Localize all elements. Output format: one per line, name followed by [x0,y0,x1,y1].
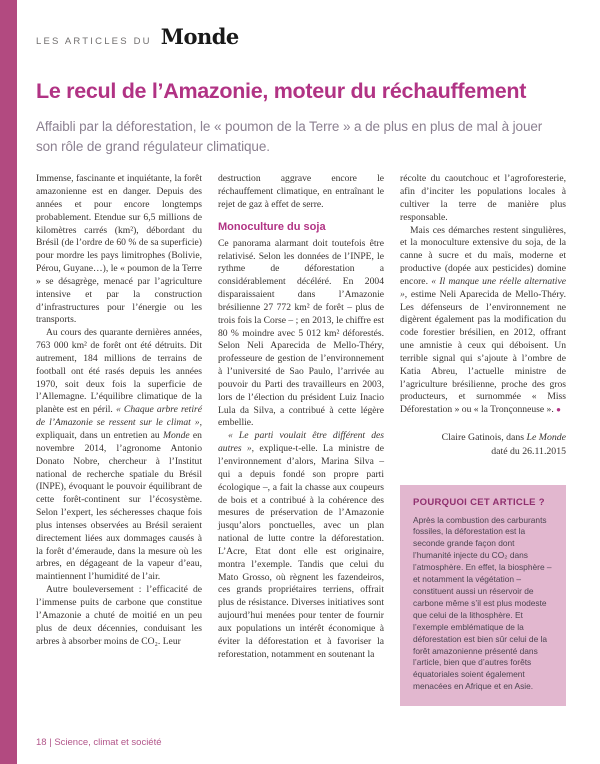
section-subhead: Monoculture du soja [218,220,326,233]
article-title: Le recul de l’Amazonie, moteur du réchauffement [36,79,527,103]
le-monde-logo: Monde [160,24,239,49]
section-label: Science, climat et société [54,737,162,748]
left-accent-bar [0,0,17,764]
article-paragraph: Autre bouleversement : l’efficacité de l’immense puits de carbone que constitue l’Amazonie a chuté de moitié en un peu plus de deux décennies, conduisant les arbres à absorber moins de CO₂. Leur [36,584,202,647]
end-of-article-dot: ● [556,405,561,415]
info-box [400,485,566,707]
article-paragraph: récolte du caoutchouc et l’agroforesterie, afin d’inciter les populations locales à cultiver la terre de manière plus responsable. [400,173,566,223]
masthead-kicker: LES ARTICLES DU [36,36,152,47]
byline [400,431,566,458]
column-2 [218,173,384,706]
column-2-text [218,173,384,661]
article-paragraph: destruction aggrave encore le réchauffement climatique, en entraînant le rejet de gaz à effet de serre. [218,173,384,210]
info-box-body: Après la combustion des carburants fossiles, la déforestation est la seconde grande façon dont l’humanité injecte du CO₂ dans l’atmosphère. En effet, la biosphère – et notamment la végétation – constituent aussi un réservoir de carbone même s’il est plus modeste que celui de la lithosphère. Et l’exemple emblématique de la déforestation est bien sûr celui de la forêt amazonienne présenté dans l’article, bien que d’autres forêts équatoriales soient également menacées en Afrique et en Asie. [413,514,552,692]
footer-separator: | [49,737,52,748]
page-number: 18 [36,737,47,748]
article-paragraph: « Le parti voulait être différent des autres », explique-t-elle. La ministre de l’environnement d’alors, Marina Silva – qui a depuis fondé son propre parti écologique –, a fait la chasse aux coupeurs de bois et a contribué à la cohérence des mesures de préservation de l’Amazonie jusqu’alors ponctuelles, avec un plan national de lutte contre la déforestation. L’Acre, Etat dont elle est originaire, montra l’exemple. Tandis que celui du Mato Grosso, où règnent les fazendeiros, ces grands propriétaires terriens, offrait plus de résistance. Diverses initiatives sont aujourd’hui menées pour tenter de fournir aux populations un intérêt économique à éviter la déforestation et à favoriser la reforestation, notamment en soutenant la [218,430,384,660]
column-1-text [36,173,202,648]
page-footer [36,737,162,748]
article-paragraph: Ce panorama alarmant doit toutefois être relativisé. Selon les données de l’INPE, le rythme de déforestation a considérablement décéléré. En 2004 disparaissaient dans l’Amazonie brésilienne 27 772 km² de forêt – plus de trois fois la Corse – ; en 2013, le chiffre est 80 % moindre avec 5 012 km² déforestés. Selon Neli Aparecida de Mello-Théry, professeure de gestion de l’environnement à l’université de Sao Paulo, l’arrivée au pouvoir du Parti des travailleurs en 2003, lors de l’élection du président Luiz Inacio Lula da Silva, a contribué à cette légère embellie. [218,237,384,429]
article-columns [36,173,566,706]
article-paragraph: Immense, fascinante et inquiétante, la forêt amazonienne est en danger. Depuis des années et pour encore longtemps probablement. Etendue sur 6,5 millions de kilomètres carrés (km²), débordant du Brésil (de l’ordre de 60 % de sa superficie) pour mordre les pays limitrophes (Bolivie, Pérou, Guyane…), le « poumon de la Terre » se désagrège, menacé par l’agriculture intensive et par la construction d’infrastructures pour l’énergie ou les transports. [36,173,202,326]
column-1 [36,173,202,706]
column-3 [400,173,566,706]
masthead [36,24,566,49]
byline-author: Claire Gatinois, dans Le Monde [441,432,566,444]
article-subtitle: Affaibli par la déforestation, le « poumon de la Terre » a de plus en plus de mal à jouer son rôle de grand régulateur climatique. [36,119,543,154]
page-content [36,0,566,706]
byline-date: daté du 26.11.2015 [491,445,566,457]
column-3-text [400,173,566,417]
article-paragraph: Mais ces démarches restent singulières, et la monoculture extensive du soja, de la canne à sucre et du maïs, moderne et productive (dopée aux pesticides) domine encore. « Il manque une réelle alternative », estime Neli Aparecida de Mello-Théry. Les défenseurs de l’environnement ne digèrent également pas la modification du code forestier brésilien, en 2012, offrant une amnistie à ceux qui déboisent. Un terrible signal qui s’ajoute à l’ombre de Katia Abreu, l’actuelle ministre de l’agriculture brésilienne, proche des gros producteurs, et surnommée « Miss Déforestation » ou « la Tronçonneuse ». ● [400,224,566,416]
info-box-title: POURQUOI CET ARTICLE ? [413,496,545,508]
article-paragraph: Au cours des quarante dernières années, 763 000 km² de forêt ont été détruits. Dit autrement, 184 millions de terrains de football ont été rasés depuis les années 1970, soit deux fois la superficie de l’Allemagne. L’équilibre climatique de la planète est en péril. « Chaque arbre retiré de l’Amazonie se ressent sur le climat », expliquait, dans un entretien au Monde en novembre 2014, l’agronome Antonio Donato Nobre, chercheur à l’Institut national de recherche spatiale du Brésil (INPE), évoquant le pouvoir équilibrant de cette forêt-continent sur l’écosystème. Selon l’expert, les sécheresses chaque fois plus intenses observées au Brésil seraient directement liées aux dommages causés à la forêt d’émeraude, dans la mesure où les arbres, en dégageant de la vapeur d’eau, maintiennent l’humidité de l’air. [36,327,202,583]
